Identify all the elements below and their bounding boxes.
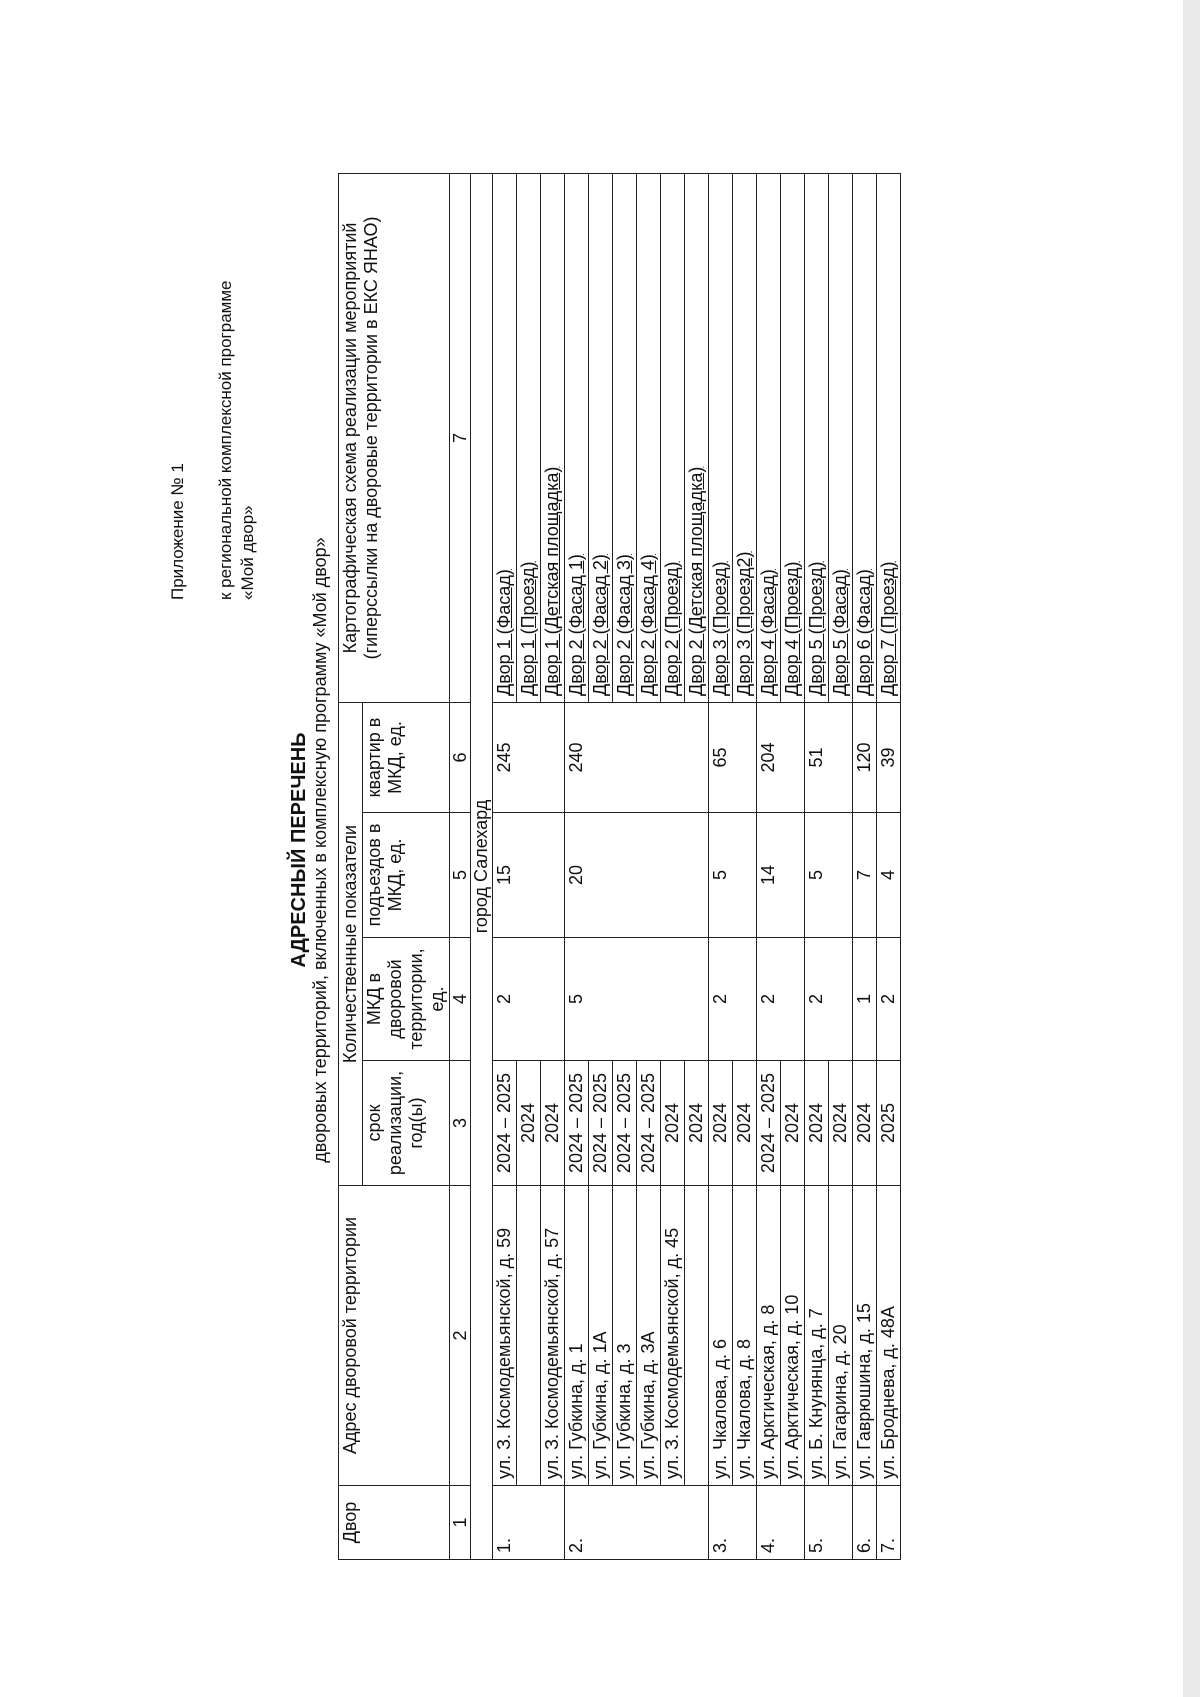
map-cell	[493, 173, 517, 702]
address-cell: ул. Арктическая, д. 8	[757, 1186, 781, 1486]
map-cell	[565, 173, 589, 702]
map-link[interactable]: Двор 3 (Проезд)	[710, 561, 730, 696]
flats-count: 39	[877, 702, 901, 812]
yard-number: 6.	[853, 1486, 877, 1560]
map-link[interactable]: Двор 2 (Фасад 4)	[638, 554, 658, 696]
map-link[interactable]: Двор 1 (Фасад)	[494, 569, 514, 696]
map-cell	[829, 173, 853, 702]
address-cell: ул. Гаврюшина, д. 15	[853, 1186, 877, 1486]
term-cell: 2024	[661, 1061, 685, 1186]
map-cell	[661, 173, 685, 702]
map-cell	[613, 173, 637, 702]
term-cell: 2024 – 2025	[757, 1061, 781, 1186]
flats-count: 240	[565, 702, 709, 812]
entrances-count: 4	[877, 813, 901, 938]
flats-count: 245	[493, 702, 565, 812]
term-cell: 2024 – 2025	[637, 1061, 661, 1186]
header-quantitative: Количественные показатели	[339, 702, 363, 1185]
table-row	[853, 173, 877, 1559]
term-cell: 2024	[805, 1061, 829, 1186]
header-flats: квартир в МКД, ед.	[363, 702, 450, 812]
entrances-count: 5	[709, 813, 757, 938]
entrances-count: 5	[805, 813, 853, 938]
map-cell	[877, 173, 901, 702]
term-cell: 2024 – 2025	[493, 1061, 517, 1186]
term-cell: 2024	[541, 1061, 565, 1186]
map-cell	[517, 173, 541, 702]
column-number: 4	[450, 938, 471, 1061]
column-numbers-row	[450, 173, 471, 1559]
column-number: 1	[450, 1486, 471, 1560]
address-cell: ул. Губкина, д. 1	[565, 1186, 589, 1486]
term-cell: 2024	[733, 1061, 757, 1186]
city-name: город Салехард	[471, 173, 493, 1559]
address-table	[338, 173, 901, 1560]
map-cell	[541, 173, 565, 702]
map-cell	[733, 173, 757, 702]
address-cell: ул. Б. Кнунянца, д. 7	[805, 1186, 829, 1486]
map-cell	[853, 173, 877, 702]
flats-count: 204	[757, 702, 805, 812]
document-subtitle: дворовых территорий, включенных в комплексную программу «Мой двор»	[310, 537, 330, 1163]
term-cell: 2024 – 2025	[613, 1061, 637, 1186]
address-cell: ул. З. Космодемьянской, д. 57	[541, 1186, 565, 1486]
address-cell: ул. Губкина, д. 3	[613, 1186, 637, 1486]
table-row	[493, 173, 517, 1559]
map-cell	[805, 173, 829, 702]
header-term: срок реализации, год(ы)	[363, 1061, 450, 1186]
address-cell: ул. Чкалова, д. 8	[733, 1186, 757, 1486]
flats-count: 65	[709, 702, 757, 812]
address-cell: ул. Арктическая, д. 10	[781, 1186, 805, 1486]
yard-number: 7.	[877, 1486, 901, 1560]
term-cell: 2024	[709, 1061, 733, 1186]
yard-number: 4.	[757, 1486, 805, 1560]
map-link[interactable]: Двор 6 (Фасад)	[854, 569, 874, 696]
table-row	[877, 173, 901, 1559]
address-cell: ул. Губкина, д. 3А	[637, 1186, 661, 1486]
header-entrances: подъездов в МКД, ед.	[363, 813, 450, 938]
annex-title: Приложение № 1	[168, 463, 187, 600]
table-row	[757, 173, 781, 1559]
map-link[interactable]: Двор 2 (Фасад 2)	[590, 554, 610, 696]
column-number: 7	[450, 173, 471, 702]
map-link[interactable]: Двор 2 (Проезд)	[662, 561, 682, 696]
map-link[interactable]: Двор 2 (Фасад 1)	[566, 554, 586, 696]
entrances-count: 7	[853, 813, 877, 938]
map-link[interactable]: Двор 7 (Проезд)	[878, 561, 898, 696]
yard-number: 3.	[709, 1486, 757, 1560]
map-link[interactable]: Двор 5 (Проезд)	[806, 561, 826, 696]
address-cell: ул. Броднева, д. 48А	[877, 1186, 901, 1486]
term-cell: 2024	[781, 1061, 805, 1186]
header-map: Картографическая схема реализации мероприятий (гиперссылки на дворовые территории в ЕКС ЯНАО)	[339, 173, 450, 702]
mkd-count: 2	[805, 938, 853, 1061]
map-link[interactable]: Двор 4 (Фасад)	[758, 569, 778, 696]
term-cell: 2024	[829, 1061, 853, 1186]
term-cell: 2024	[685, 1061, 709, 1186]
column-number: 6	[450, 702, 471, 812]
header-address: Адрес дворовой территории	[339, 1186, 450, 1486]
term-cell: 2024 – 2025	[565, 1061, 589, 1186]
table-row	[805, 173, 829, 1559]
address-cell	[685, 1186, 709, 1486]
map-link[interactable]: Двор 2 (Фасад 3)	[614, 554, 634, 696]
map-link[interactable]: Двор 2 (Детская площадка)	[686, 466, 706, 696]
term-cell: 2024 – 2025	[589, 1061, 613, 1186]
document-title: АДРЕСНЫЙ ПЕРЕЧЕНЬ	[288, 732, 310, 968]
yard-number: 5.	[805, 1486, 853, 1560]
entrances-count: 20	[565, 813, 709, 938]
map-link[interactable]: Двор 3 (Проезд2)	[734, 551, 754, 696]
annex-line-2: «Мой двор»	[238, 505, 257, 600]
map-cell	[685, 173, 709, 702]
yard-number: 2.	[565, 1486, 709, 1560]
address-cell: ул. З. Космодемьянской, д. 45	[661, 1186, 685, 1486]
table-row	[709, 173, 733, 1559]
mkd-count: 2	[757, 938, 805, 1061]
address-cell: ул. Губкина, д. 1А	[589, 1186, 613, 1486]
address-cell: ул. Чкалова, д. 6	[709, 1186, 733, 1486]
address-cell	[517, 1186, 541, 1486]
map-link[interactable]: Двор 1 (Детская площадка)	[542, 466, 562, 696]
map-cell	[757, 173, 781, 702]
term-cell: 2024	[853, 1061, 877, 1186]
flats-count: 120	[853, 702, 877, 812]
entrances-count: 14	[757, 813, 805, 938]
map-cell	[781, 173, 805, 702]
map-cell	[637, 173, 661, 702]
map-cell	[589, 173, 613, 702]
table-body	[450, 173, 901, 1559]
table-row	[565, 173, 589, 1559]
mkd-count: 5	[565, 938, 709, 1061]
annex-line-1: к региональной комплексной программе	[216, 280, 235, 600]
annex-block	[167, 281, 259, 601]
rotated-content	[155, 140, 1015, 1560]
mkd-count: 2	[877, 938, 901, 1061]
term-cell: 2025	[877, 1061, 901, 1186]
map-link[interactable]: Двор 1 (Проезд)	[518, 561, 538, 696]
map-link[interactable]: Двор 5 (Фасад)	[830, 569, 850, 696]
column-number: 5	[450, 813, 471, 938]
address-cell: ул. Гагарина, д. 20	[829, 1186, 853, 1486]
column-number: 3	[450, 1061, 471, 1186]
column-number: 2	[450, 1186, 471, 1486]
mkd-count: 2	[709, 938, 757, 1061]
address-cell: ул. З. Космодемьянской, д. 59	[493, 1186, 517, 1486]
flats-count: 51	[805, 702, 853, 812]
mkd-count: 1	[853, 938, 877, 1061]
map-cell	[709, 173, 733, 702]
entrances-count: 15	[493, 813, 565, 938]
term-cell: 2024	[517, 1061, 541, 1186]
city-row	[471, 173, 493, 1559]
yard-number: 1.	[493, 1486, 565, 1560]
header-mkd: МКД в дворовой территории, ед.	[363, 938, 450, 1061]
map-link[interactable]: Двор 4 (Проезд)	[782, 561, 802, 696]
header-yard: Двор	[339, 1486, 450, 1560]
mkd-count: 2	[493, 938, 565, 1061]
